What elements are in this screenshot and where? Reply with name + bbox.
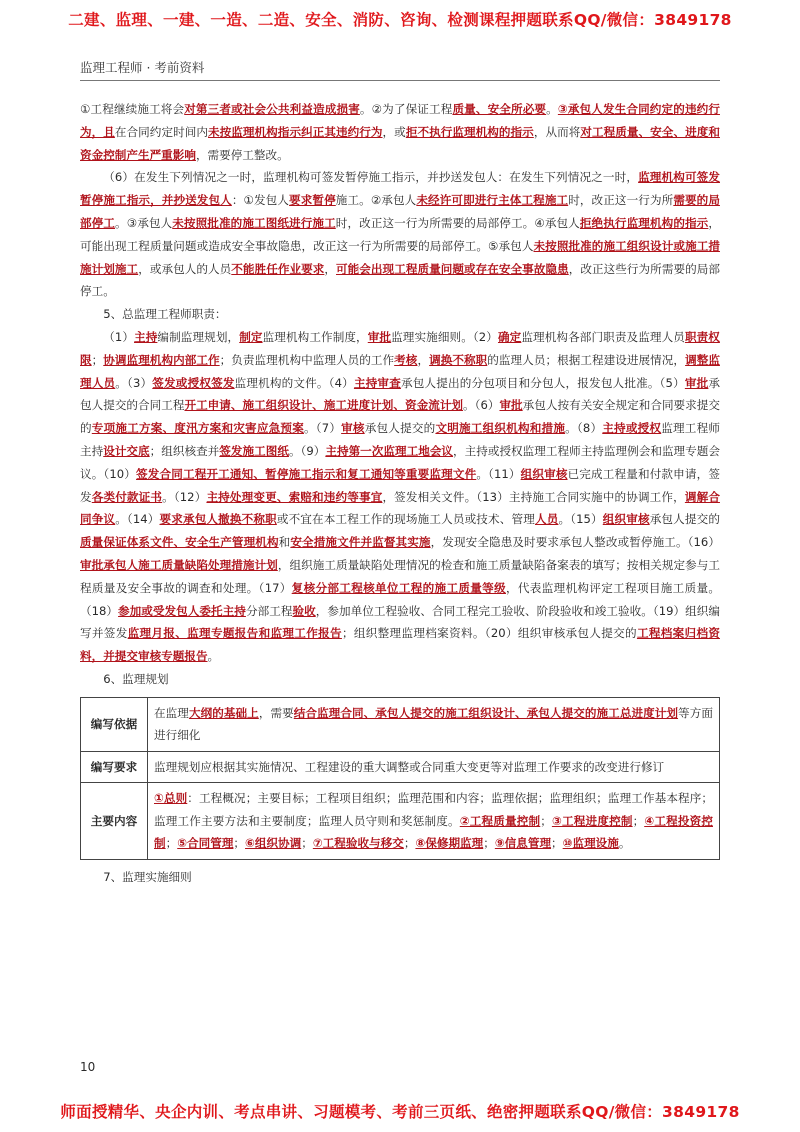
highlighted-text: ②工程质量控制 bbox=[459, 813, 541, 828]
body-text: （6）在发生下列情况之一时，监理机构可签发暂停施工指示，并抄送发包人：在发生下列情况之一时， bbox=[103, 170, 639, 185]
row-content-basis bbox=[148, 697, 720, 751]
body-text: 和 bbox=[278, 535, 291, 550]
body-text: 。③承包人 bbox=[115, 215, 173, 230]
highlighted-text: 工程档案归档资料，并提交审核专题报告 bbox=[80, 626, 720, 664]
body-text: 。（9） bbox=[288, 443, 326, 458]
body-text: 。 bbox=[546, 102, 558, 116]
highlighted-text: 开工申请、施工组织设计、施工进度计划、资金流计划 bbox=[184, 398, 464, 413]
highlighted-text: 考核 bbox=[394, 352, 418, 367]
highlighted-text: ⑧保修期监理 bbox=[415, 836, 484, 851]
highlighted-text: 各类付款证书 bbox=[91, 489, 163, 504]
row-content-requirements bbox=[148, 751, 720, 783]
body-text: 施工。②承包人 bbox=[335, 193, 417, 208]
body-text: ； bbox=[632, 813, 645, 828]
body-text: ，发现安全隐患及时要求承包人整改或暂停施工。（16） bbox=[430, 535, 720, 550]
highlighted-text: 人员 bbox=[534, 512, 559, 527]
highlighted-text: 审批承包人施工质量缺陷处理措施计划 bbox=[80, 557, 278, 572]
body-text: 在监理 bbox=[154, 705, 189, 720]
highlighted-text: 设计交底 bbox=[103, 443, 150, 458]
body-text: ，主持或授权监理工程师主持监理例会和监理专题会议。（10） bbox=[80, 443, 720, 481]
highlighted-text: 质量保证体系文件、安全生产管理机构 bbox=[80, 535, 279, 550]
highlighted-text: 未按照批准的施工组织设计或施工措施计划施工 bbox=[80, 238, 720, 276]
highlighted-text: 调换不称职 bbox=[429, 352, 488, 367]
body-text: 监理机构的文件。（4） bbox=[234, 375, 354, 390]
bottom-banner: 师面授精华、央企内训、考点串讲、习题模考、考前三页纸、绝密押题联系QQ/微信：3849178 bbox=[60, 1103, 740, 1121]
body-text: 在合同约定时间内 bbox=[114, 124, 208, 139]
body-text: ，组织施工质量缺陷处理情况的检查和施工质量缺陷备案表的填写；按相关规定参与工程质量及安全事故的调查和处理。（17） bbox=[80, 557, 720, 595]
body-text: ；组织整理监理档案资料。（20）组织审核承包人提交的 bbox=[341, 626, 637, 641]
highlighted-text: 拒不执行监理机构的指示 bbox=[405, 124, 534, 139]
highlighted-text: 未经许可即进行主体工程施工 bbox=[416, 193, 569, 208]
highlighted-text: 对第三者或社会公共利益造成损害 bbox=[184, 102, 360, 116]
highlighted-text: 组织审核 bbox=[520, 466, 568, 481]
body-text: ，需要停工整改。 bbox=[195, 147, 289, 162]
body-text: 监理机构各部门职责及监理人员 bbox=[521, 329, 685, 344]
highlighted-text: 大纲的基础上 bbox=[188, 705, 259, 720]
body-text: 。（14） bbox=[115, 512, 160, 527]
page-header: 监理工程师 · 考前资料 bbox=[80, 60, 205, 75]
body-text: 或不宜在本工程工作的现场施工人员或技术、管理 bbox=[276, 512, 535, 527]
highlighted-text: 监理机构可签发暂停施工指示，并抄送发包人 bbox=[80, 170, 720, 208]
highlighted-text: ⑩监理设施 bbox=[562, 836, 619, 851]
highlighted-text: ⑨信息管理 bbox=[494, 836, 552, 851]
highlighted-text: 监理月报、监理专题报告和监理工作报告 bbox=[127, 626, 342, 641]
highlighted-text: 未按监理机构指示纠正其违约行为 bbox=[208, 124, 383, 139]
section-heading-chief-duties: 5、总监理工程师职责： bbox=[103, 307, 227, 322]
highlighted-text: ④工程投资控制 bbox=[154, 813, 713, 851]
body-text: ，签发相关文件。（13）主持施工合同实施中的协调工作， bbox=[382, 489, 685, 504]
body-text: 监理规划应根据其实施情况、工程建设的重大调整或合同重大变更等对监理工作要求的改变进行修订 bbox=[154, 759, 665, 774]
body-text: ，需要 bbox=[258, 705, 294, 720]
highlighted-text: ⑥组织协调 bbox=[245, 836, 302, 851]
highlighted-text: 主持 bbox=[134, 329, 158, 344]
highlighted-text: 审批 bbox=[684, 375, 709, 390]
highlighted-text: 文明施工组织机构和措施 bbox=[435, 421, 566, 436]
body-text: 分部工程 bbox=[245, 603, 293, 618]
body-text: ；负责监理机构中监理人员的工作 bbox=[219, 352, 395, 367]
highlighted-text: 对工程质量、安全、进度和资金控制产生严重影响 bbox=[80, 124, 720, 162]
body-text: ，改正这些行为所需要的局部停工。 bbox=[80, 261, 720, 299]
highlighted-text: 安全措施文件并监督其实施 bbox=[290, 535, 431, 550]
body-text: 承包人按有关安全规定和合同要求提交的 bbox=[80, 398, 720, 436]
highlighted-text: 制定 bbox=[239, 329, 263, 344]
row-label-basis: 编写依据 bbox=[81, 697, 148, 751]
highlighted-text: 拒绝执行监理机构的指示 bbox=[579, 215, 709, 230]
body-text: 监理机构工作制度， bbox=[262, 329, 368, 344]
body-text: ； bbox=[91, 352, 104, 367]
body-text: 的监理人员；根据工程建设进展情况， bbox=[487, 352, 686, 367]
body-text: 监理工程师主持 bbox=[80, 421, 720, 458]
body-text: 。 bbox=[618, 836, 631, 851]
paragraph-chief-duties bbox=[80, 326, 720, 668]
body-text: 承包人提出的分包项目和分包人，报发包人批准。（5） bbox=[400, 375, 685, 390]
table-row bbox=[81, 751, 720, 783]
body-text: ； bbox=[483, 836, 495, 851]
highlighted-text: 主持第一次监理工地会议 bbox=[325, 443, 454, 458]
highlighted-text: 签发或授权签发 bbox=[152, 375, 235, 390]
header-divider bbox=[80, 80, 720, 81]
row-content-main-content bbox=[148, 783, 720, 860]
supervision-plan-table bbox=[80, 697, 720, 860]
body-text: （1） bbox=[103, 329, 135, 344]
body-text: ， bbox=[324, 261, 337, 276]
highlighted-text: 要求暂停 bbox=[289, 193, 336, 208]
highlighted-text: 主持审查 bbox=[353, 375, 401, 390]
highlighted-text: 未按照批准的施工图纸进行施工 bbox=[172, 215, 336, 230]
body-text: ①工程继续施工将会 bbox=[80, 102, 185, 116]
highlighted-text: 主持或授权 bbox=[602, 421, 662, 436]
body-text: ，或 bbox=[382, 124, 406, 139]
highlighted-text: 确定 bbox=[497, 329, 522, 344]
body-text: 时，改正这一行为所 bbox=[568, 193, 674, 208]
section-heading-supervision-plan: 6、监理规划 bbox=[103, 671, 169, 686]
body-text: 。（7） bbox=[303, 421, 342, 436]
highlighted-text: ⑤合同管理 bbox=[177, 836, 234, 851]
body-text: ； bbox=[551, 836, 563, 851]
highlighted-text: 不能胜任作业要求 bbox=[231, 261, 325, 276]
body-text: 承包人提交的 bbox=[364, 421, 436, 436]
highlighted-text: 审核 bbox=[341, 421, 365, 436]
body-text: 监理实施细则。（2） bbox=[391, 329, 498, 344]
highlighted-text: 签发合同工程开工通知、暂停施工指示和复工通知等重要监理文件 bbox=[136, 466, 477, 481]
highlighted-text: 验收 bbox=[292, 603, 316, 618]
highlighted-text: ⑦工程验收与移交 bbox=[312, 836, 404, 851]
body-text: 时，改正这一行为所需要的局部停工。④承包人 bbox=[335, 215, 580, 230]
body-text: 。（12） bbox=[162, 489, 207, 504]
body-text: ：工程概况；主要目标；工程项目组织；监理范围和内容；监理依据；监理组织；监理工作基本程序；监理工作主要方法和主要制度；监理人员守则和奖惩制度。 bbox=[154, 791, 713, 828]
body-text: 编制监理规划， bbox=[157, 329, 240, 344]
highlighted-text: 协调监理机构内部工作 bbox=[103, 352, 220, 367]
body-text: ； bbox=[165, 836, 178, 851]
body-text: 承包人提交的 bbox=[649, 512, 720, 527]
page-content bbox=[80, 98, 720, 889]
body-text: ，或承包人的人员 bbox=[138, 261, 232, 276]
highlighted-text: 专项施工方案、度汛方案和灾害应急预案 bbox=[91, 421, 304, 436]
body-text: ，参加单位工程验收、合同工程完工验收、阶段验收和竣工验收。（19）组织编写并签发 bbox=[80, 603, 720, 641]
body-text: ； bbox=[540, 813, 552, 828]
table-row bbox=[81, 697, 720, 751]
highlighted-text: ③工程进度控制 bbox=[551, 813, 633, 828]
body-text: 等方面进行细化 bbox=[154, 705, 713, 743]
body-text: ，可能出现工程质量问题或造成安全事故隐患，改正这一行为所需要的局部停工。⑤承包人 bbox=[80, 215, 720, 253]
body-text: 。（11） bbox=[476, 466, 521, 481]
highlighted-text: 可能会出现工程质量问题或存在安全事故隐患 bbox=[336, 261, 569, 276]
body-text: ， bbox=[417, 352, 430, 367]
highlighted-text: 参加或受发包人委托主持 bbox=[118, 603, 246, 618]
body-text: 承包人提交的合同工程 bbox=[80, 375, 720, 413]
body-text: 。 bbox=[207, 649, 220, 664]
highlighted-text: 要求承包人撤换不称职 bbox=[159, 512, 277, 527]
highlighted-text: 审批 bbox=[367, 329, 392, 344]
highlighted-text: 需要的局部停工 bbox=[80, 193, 720, 230]
highlighted-text: 主持处理变更、索赔和违约等事宜 bbox=[206, 489, 383, 504]
highlighted-text: 签发施工图纸 bbox=[219, 443, 289, 458]
paragraph-stop-work-conditions bbox=[80, 98, 720, 166]
body-text: ，代表监理机构评定工程项目施工质量。（18） bbox=[80, 580, 720, 618]
highlighted-text: 复核分部工程核单位工程的施工质量等级 bbox=[291, 580, 506, 595]
page-number: 10 bbox=[80, 1060, 96, 1074]
body-text: ； bbox=[301, 836, 313, 851]
top-banner: 二建、监理、一建、一造、二造、安全、消防、咨询、检测课程押题联系QQ/微信：3849178 bbox=[68, 11, 732, 29]
section-heading-implementation-rules: 7、监理实施细则 bbox=[103, 869, 192, 884]
row-label-main-content: 主要内容 bbox=[81, 783, 148, 860]
body-text: ；组织核查并 bbox=[149, 443, 220, 458]
body-text: 。（3） bbox=[115, 375, 153, 390]
highlighted-text: 调整监理人员 bbox=[80, 352, 720, 390]
body-text: ，从而将 bbox=[533, 124, 581, 139]
body-text: ：①发包人 bbox=[231, 193, 290, 208]
row-label-requirements: 编写要求 bbox=[81, 751, 148, 783]
highlighted-text: ①总则 bbox=[154, 791, 188, 806]
highlighted-text: 职责权限 bbox=[80, 329, 720, 367]
highlighted-text: 调解合同争议 bbox=[80, 489, 720, 527]
body-text: 。（6） bbox=[463, 398, 500, 413]
body-text: ； bbox=[403, 836, 416, 851]
body-text: 已完成工程量和付款申请，签发 bbox=[80, 466, 720, 504]
body-text: 。（8） bbox=[565, 421, 603, 436]
body-text: ； bbox=[233, 836, 246, 851]
highlighted-text: 审批 bbox=[499, 398, 523, 413]
highlighted-text: ③承包人发生合同约定的违约行为，且 bbox=[80, 102, 720, 139]
body-text: 。②为了保证工程 bbox=[359, 102, 453, 116]
highlighted-text: 组织审核 bbox=[602, 512, 650, 527]
highlighted-text: 结合监理合同、承包人提交的施工组织设计、承包人提交的施工总进度计划 bbox=[293, 705, 679, 720]
paragraph-suspension-notice bbox=[80, 166, 720, 303]
highlighted-text: 质量、安全所必要 bbox=[452, 102, 547, 116]
table-row bbox=[81, 783, 720, 860]
body-text: 。（15） bbox=[558, 512, 603, 527]
